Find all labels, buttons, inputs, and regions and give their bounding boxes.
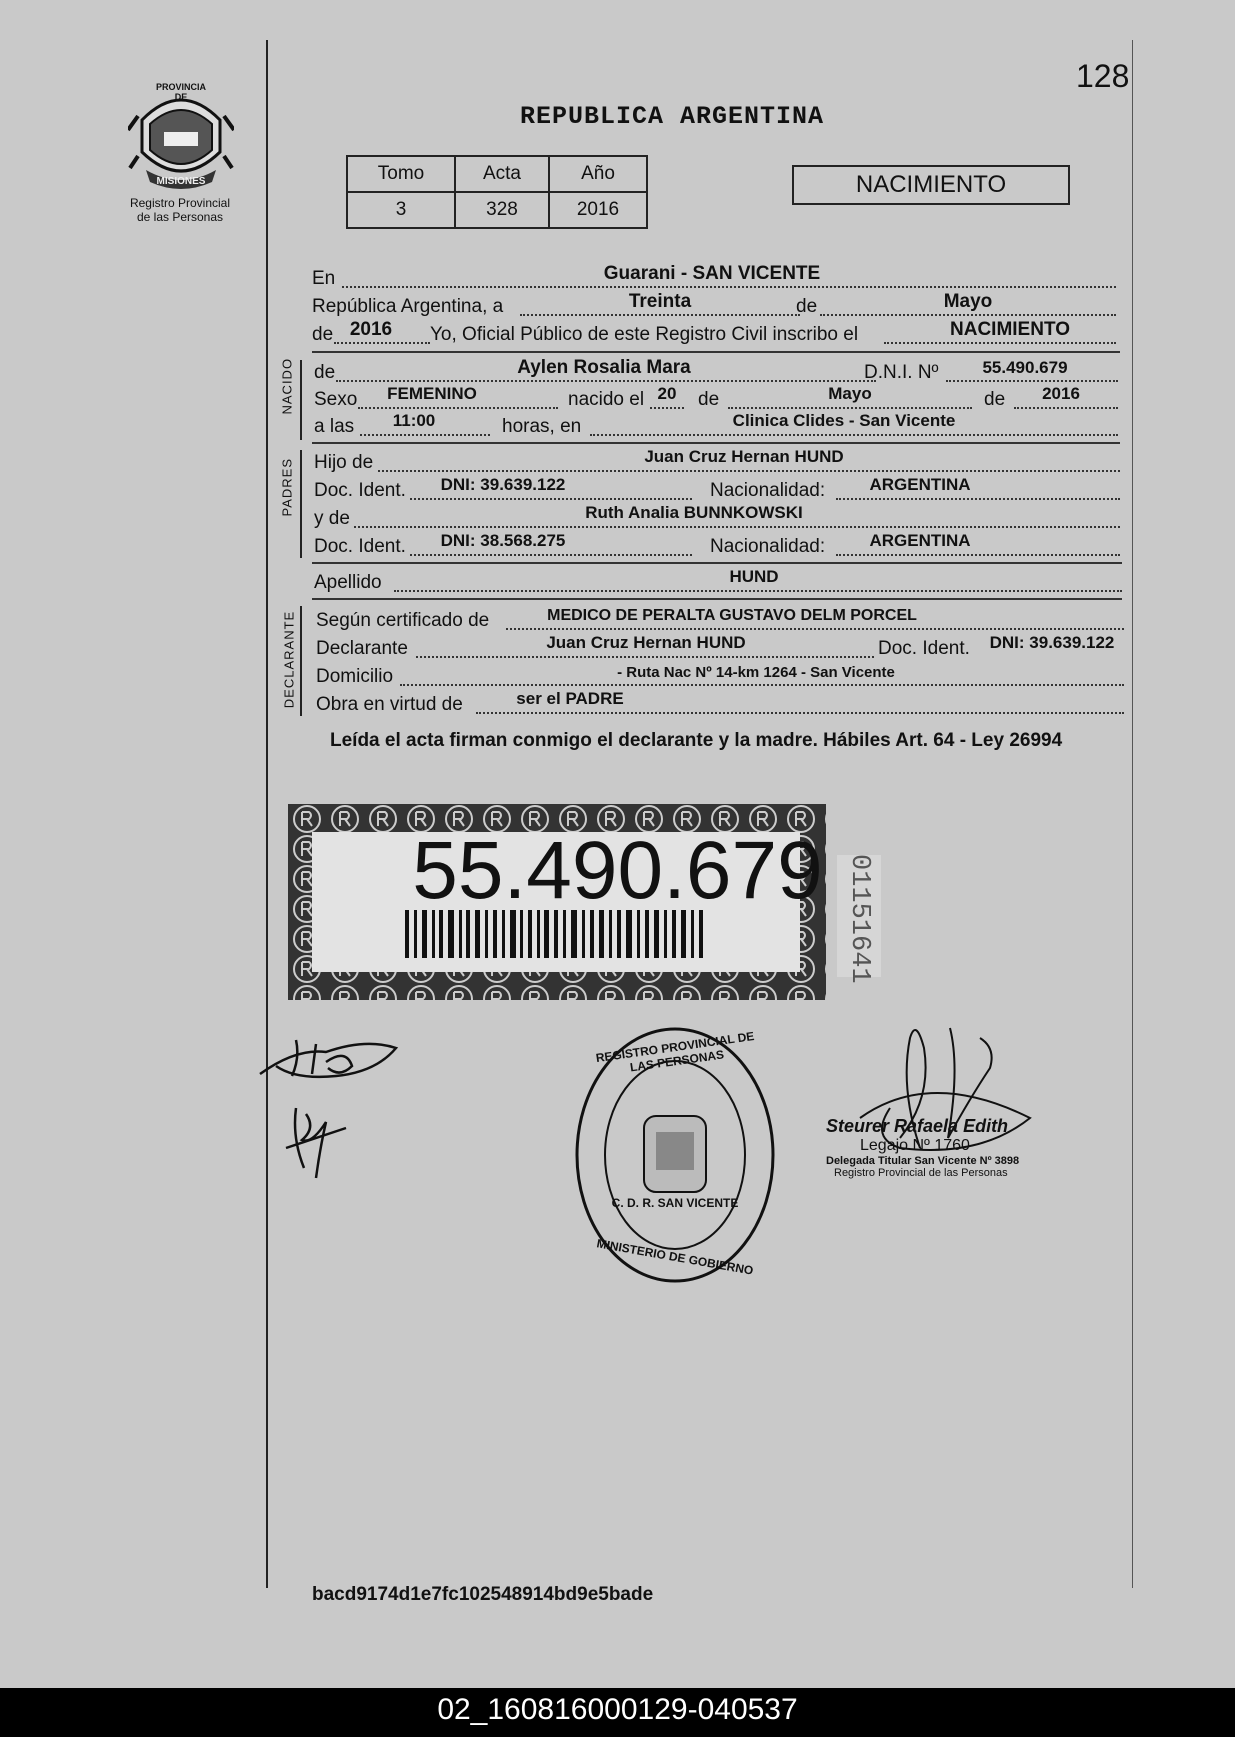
mother-doc-label: Doc. Ident.: [314, 536, 406, 557]
nacido-el-label: nacido el: [568, 389, 645, 410]
birth-year-value: 2016: [1042, 384, 1080, 403]
footer-filename: 02_160816000129-040537: [437, 1693, 798, 1726]
closing-note: Leída el acta firman conmigo el declarante y la madre. Hábiles Art. 64 - Ley 26994: [330, 730, 1063, 751]
declarante-value: Juan Cruz Hernan HUND: [546, 633, 746, 652]
child-dni-value: 55.490.679: [982, 358, 1068, 377]
tomo-label: Tomo: [347, 156, 455, 192]
serial-strip: [837, 854, 881, 984]
year-value: 2016: [349, 319, 393, 340]
place-value: Guarani - SAN VICENTE: [603, 263, 821, 284]
right-margin-line: [1132, 40, 1133, 1588]
id-sticker-number: 55.490.679: [412, 825, 823, 916]
hijo-de-label: Hijo de: [314, 452, 374, 473]
obra-value: ser el PADRE: [516, 689, 624, 708]
tomo-value: 3: [347, 192, 455, 228]
nacido-de-label: de: [314, 362, 336, 383]
father-name-value: Juan Cruz Hernan HUND: [644, 447, 844, 466]
father-nat-value: ARGENTINA: [869, 475, 971, 494]
row-en: [312, 263, 1116, 292]
id-sticker: [288, 804, 826, 1000]
padres-section-label: PADRES: [279, 458, 295, 517]
apellido-value: HUND: [729, 567, 779, 586]
row-apellido: [314, 567, 1122, 596]
page-number: 128: [1076, 58, 1130, 94]
cert-value: MEDICO DE PERALTA GUSTAVO DELM PORCEL: [547, 607, 917, 624]
day-word-value: Treinta: [628, 291, 692, 312]
row-sexo: [314, 384, 1118, 413]
cert-label: Según certificado de: [316, 610, 490, 631]
tomo-acta-anio-table: [346, 155, 648, 229]
y-de-label: y de: [314, 508, 350, 529]
anio-label: Año: [549, 156, 647, 192]
domicilio-value: - Ruta Nac Nº 14-km 1264 - San Vicente: [617, 664, 895, 681]
horas-en-label: horas, en: [502, 416, 582, 437]
father-nat-label: Nacionalidad:: [710, 480, 826, 501]
apellido-label: Apellido: [314, 572, 382, 593]
declarante-doc-value: DNI: 39.639.122: [989, 633, 1115, 652]
left-margin-line: [266, 40, 268, 1588]
seal-outer-text: REGISTRO PROVINCIAL DE LAS PERSONAS: [594, 1029, 756, 1075]
logo-text-bottom: MISIONES: [156, 176, 206, 187]
declarante-label: Declarante: [316, 638, 408, 659]
father-doc-label: Doc. Ident.: [314, 480, 406, 501]
sexo-label: Sexo: [314, 389, 358, 410]
row-republica: [312, 291, 1116, 320]
birth-time-value: 11:00: [392, 411, 436, 430]
country-title: REPUBLICA ARGENTINA: [520, 102, 825, 131]
acta-label: Acta: [455, 156, 549, 192]
serial-number: 01151641: [844, 854, 874, 984]
father-doc-value: DNI: 39.639.122: [440, 475, 566, 494]
acta-value: 328: [455, 192, 549, 228]
row-declarante: [316, 633, 1124, 662]
official-signature: [840, 1008, 1040, 1218]
domicilio-label: Domicilio: [316, 666, 394, 687]
act-type-box: NACIMIENTO: [792, 165, 1070, 205]
birth-place-value: Clinica Clides - San Vicente: [732, 411, 956, 430]
official-legajo: Legajo Nº 1760: [860, 1137, 970, 1154]
a-las-label: a las: [314, 416, 355, 437]
official-org: Registro Provincial de las Personas: [834, 1167, 1008, 1179]
month-value: Mayo: [943, 291, 993, 312]
de-label-1: de: [796, 296, 818, 317]
mother-name-value: Ruth Analia BUNNKOWSKI: [585, 503, 803, 522]
mother-nat-label: Nacionalidad:: [710, 536, 826, 557]
official-stamp-text: [826, 1116, 1056, 1179]
row-hora: [314, 411, 1118, 440]
row-father-doc: [314, 475, 1120, 504]
nacido-section-label: NACIDO: [279, 357, 295, 415]
official-role: Delegada Titular San Vicente Nº 3898: [826, 1155, 1020, 1167]
logo-caption: [108, 196, 252, 224]
logo-text-top: PROVINCIA DE: [155, 82, 206, 102]
row-domicilio: [316, 666, 1124, 690]
dni-label: D.N.I. Nº: [864, 362, 939, 383]
row-official: [312, 319, 1116, 348]
declarante-section-label: DECLARANTE: [281, 610, 297, 709]
row-obra: [316, 689, 1124, 718]
nacido-de-label-2: de: [698, 389, 720, 410]
mother-doc-value: DNI: 38.568.275: [440, 531, 566, 550]
declarant-signature: [256, 1018, 406, 1188]
declarante-doc-label: Doc. Ident.: [878, 638, 970, 659]
republica-label: República Argentina, a: [312, 296, 504, 317]
row-hijo-de: [314, 447, 1120, 476]
document-hash: bacd9174d1e7fc102548914bd9e5bade: [312, 1584, 654, 1605]
child-name-value: Aylen Rosalia Mara: [517, 357, 691, 378]
logo-caption-line2: de las Personas: [136, 210, 224, 224]
obra-label: Obra en virtud de: [316, 694, 463, 715]
en-label: En: [312, 268, 336, 289]
row-certificado: [316, 607, 1124, 634]
row-mother-doc: [314, 531, 1120, 560]
nacido-de-label-3: de: [984, 389, 1006, 410]
anio-value: 2016: [549, 192, 647, 228]
logo-caption-line1: Registro Provincial: [129, 196, 231, 210]
birth-month-value: Mayo: [828, 384, 872, 403]
sexo-value: FEMENINO: [387, 384, 477, 403]
seal-inner-text: C. D. R. SAN VICENTE: [611, 1196, 739, 1210]
official-name: Steurer Rafaela Edith: [826, 1116, 1009, 1136]
seal-bottom-text: MINISTERIO DE GOBIERNO: [595, 1236, 755, 1278]
row-y-de: [314, 503, 1120, 532]
birth-day-value: 20: [657, 384, 677, 403]
mother-nat-value: ARGENTINA: [869, 531, 971, 550]
de-label-2: de: [312, 324, 334, 345]
official-text: Yo, Oficial Público de este Registro Civil inscribo el: [430, 324, 859, 345]
inscribed-value: NACIMIENTO: [950, 319, 1070, 340]
row-nacido-name: [314, 357, 1118, 386]
